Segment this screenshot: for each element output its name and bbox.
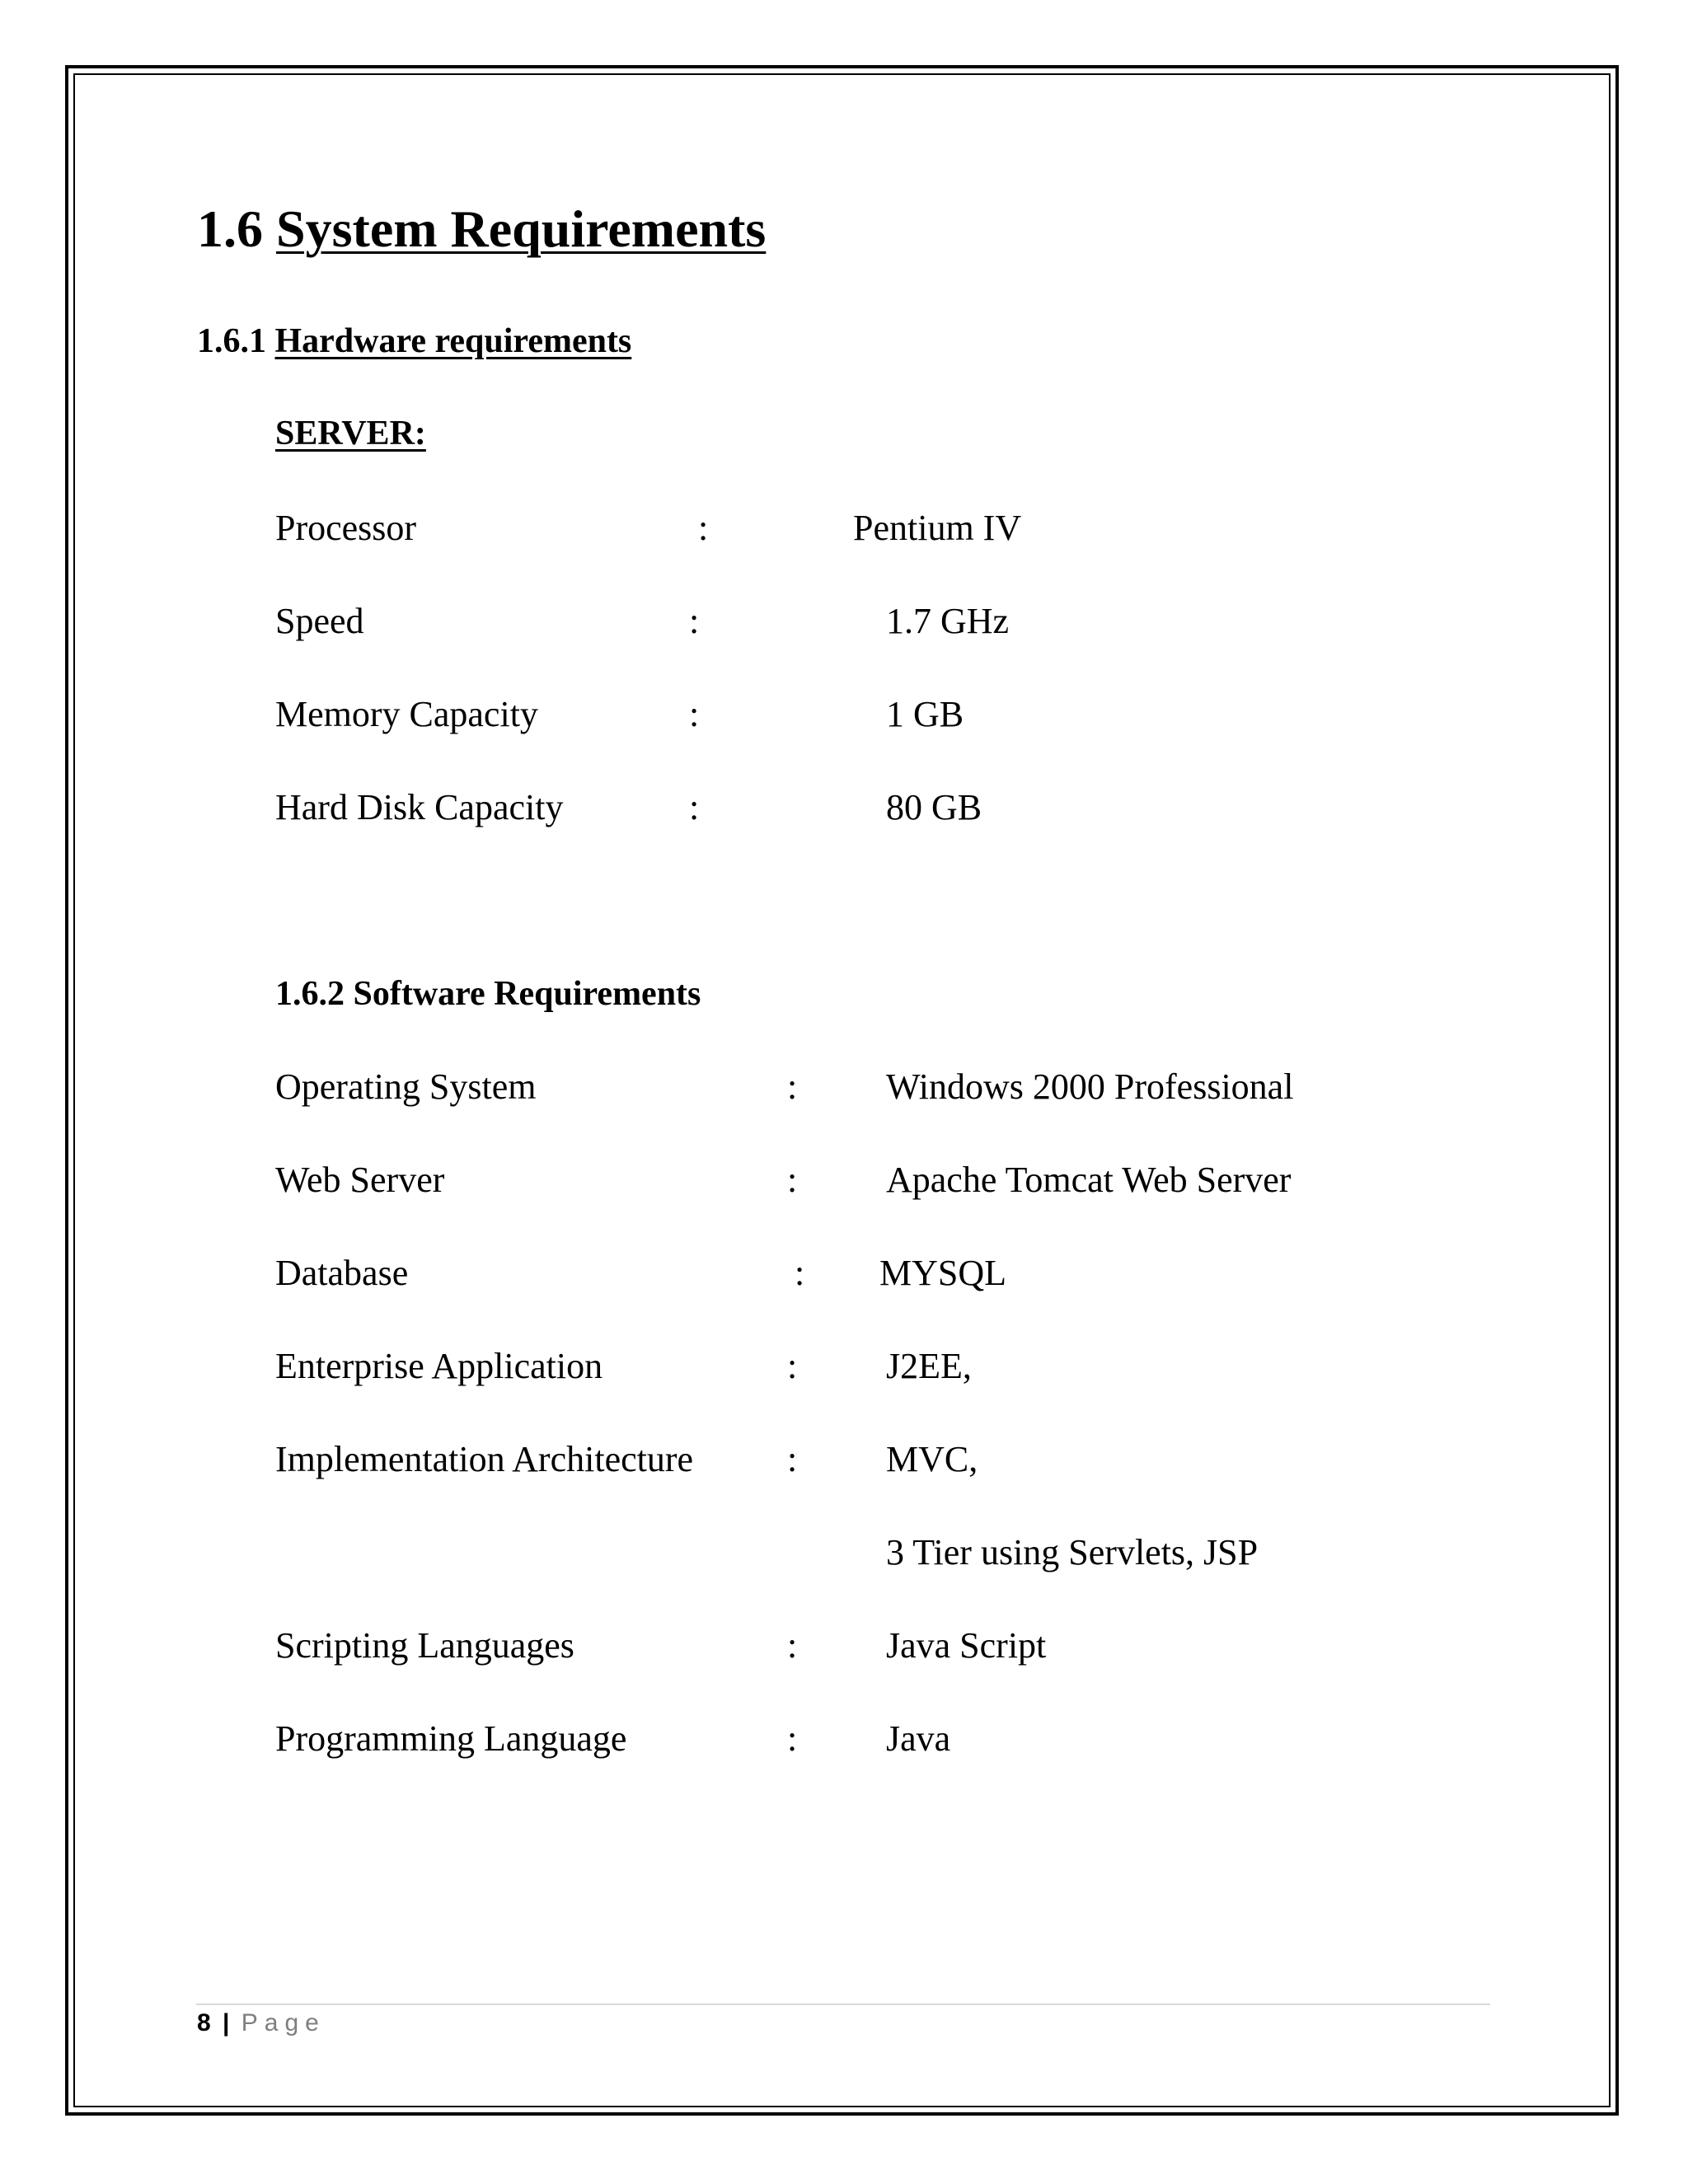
- hardware-row-label: Hard Disk Capacity: [275, 787, 564, 827]
- hardware-row-separator: :: [689, 601, 700, 641]
- footer-divider: [196, 2004, 1490, 2005]
- hardware-title: Hardware requirements: [274, 322, 632, 360]
- software-row-value: Java: [886, 1718, 951, 1759]
- software-row-value-continued: 3 Tier using Servlets, JSP: [886, 1532, 1259, 1572]
- software-row-value: MVC,: [886, 1439, 978, 1479]
- hardware-row-value: Pentium IV: [853, 508, 1022, 548]
- server-label: SERVER:: [275, 415, 426, 452]
- software-row-value: MYSQL: [879, 1253, 1007, 1293]
- hardware-number: 1.6.1: [197, 322, 266, 360]
- software-row-label: Database: [275, 1253, 409, 1293]
- software-row-separator: :: [787, 1439, 798, 1479]
- hardware-row-label: Processor: [275, 508, 417, 548]
- hardware-row-separator: :: [689, 787, 700, 827]
- hardware-row-value: 80 GB: [886, 787, 982, 827]
- software-row-separator: :: [795, 1253, 805, 1293]
- software-row-value: Windows 2000 Professional: [886, 1066, 1294, 1107]
- page-footer: [197, 2011, 326, 2036]
- hardware-row-label: Speed: [275, 601, 364, 641]
- software-row-separator: :: [787, 1066, 798, 1107]
- software-heading: 1.6.2 Software Requirements: [275, 975, 701, 1013]
- software-row-value: Apache Tomcat Web Server: [886, 1160, 1292, 1200]
- software-row-separator: :: [787, 1346, 798, 1386]
- software-row-label: Programming Language: [275, 1718, 627, 1759]
- footer-separator: |: [223, 2009, 230, 2036]
- hardware-row-value: 1.7 GHz: [886, 601, 1010, 641]
- software-row-separator: :: [787, 1625, 798, 1666]
- software-row-value: Java Script: [886, 1625, 1047, 1666]
- hardware-row-value: 1 GB: [886, 694, 964, 734]
- section-number: 1.6: [197, 199, 263, 258]
- software-row-label: Operating System: [275, 1066, 537, 1107]
- section-heading: [197, 199, 767, 258]
- section-title: System Requirements: [276, 199, 767, 258]
- hardware-row-separator: :: [698, 508, 709, 548]
- software-row-label: Scripting Languages: [275, 1625, 574, 1666]
- software-row-value: J2EE,: [886, 1346, 972, 1386]
- page-number: 8: [197, 2009, 211, 2036]
- hardware-row-label: Memory Capacity: [275, 694, 538, 734]
- hardware-row-separator: :: [689, 694, 700, 734]
- page-word: Page: [241, 2009, 326, 2036]
- software-row-separator: :: [787, 1718, 798, 1759]
- hardware-heading: [197, 324, 631, 359]
- software-row-label: Enterprise Application: [275, 1346, 603, 1386]
- software-row-separator: :: [787, 1160, 798, 1200]
- software-row-label: Implementation Architecture: [275, 1439, 694, 1479]
- software-row-label: Web Server: [275, 1160, 445, 1200]
